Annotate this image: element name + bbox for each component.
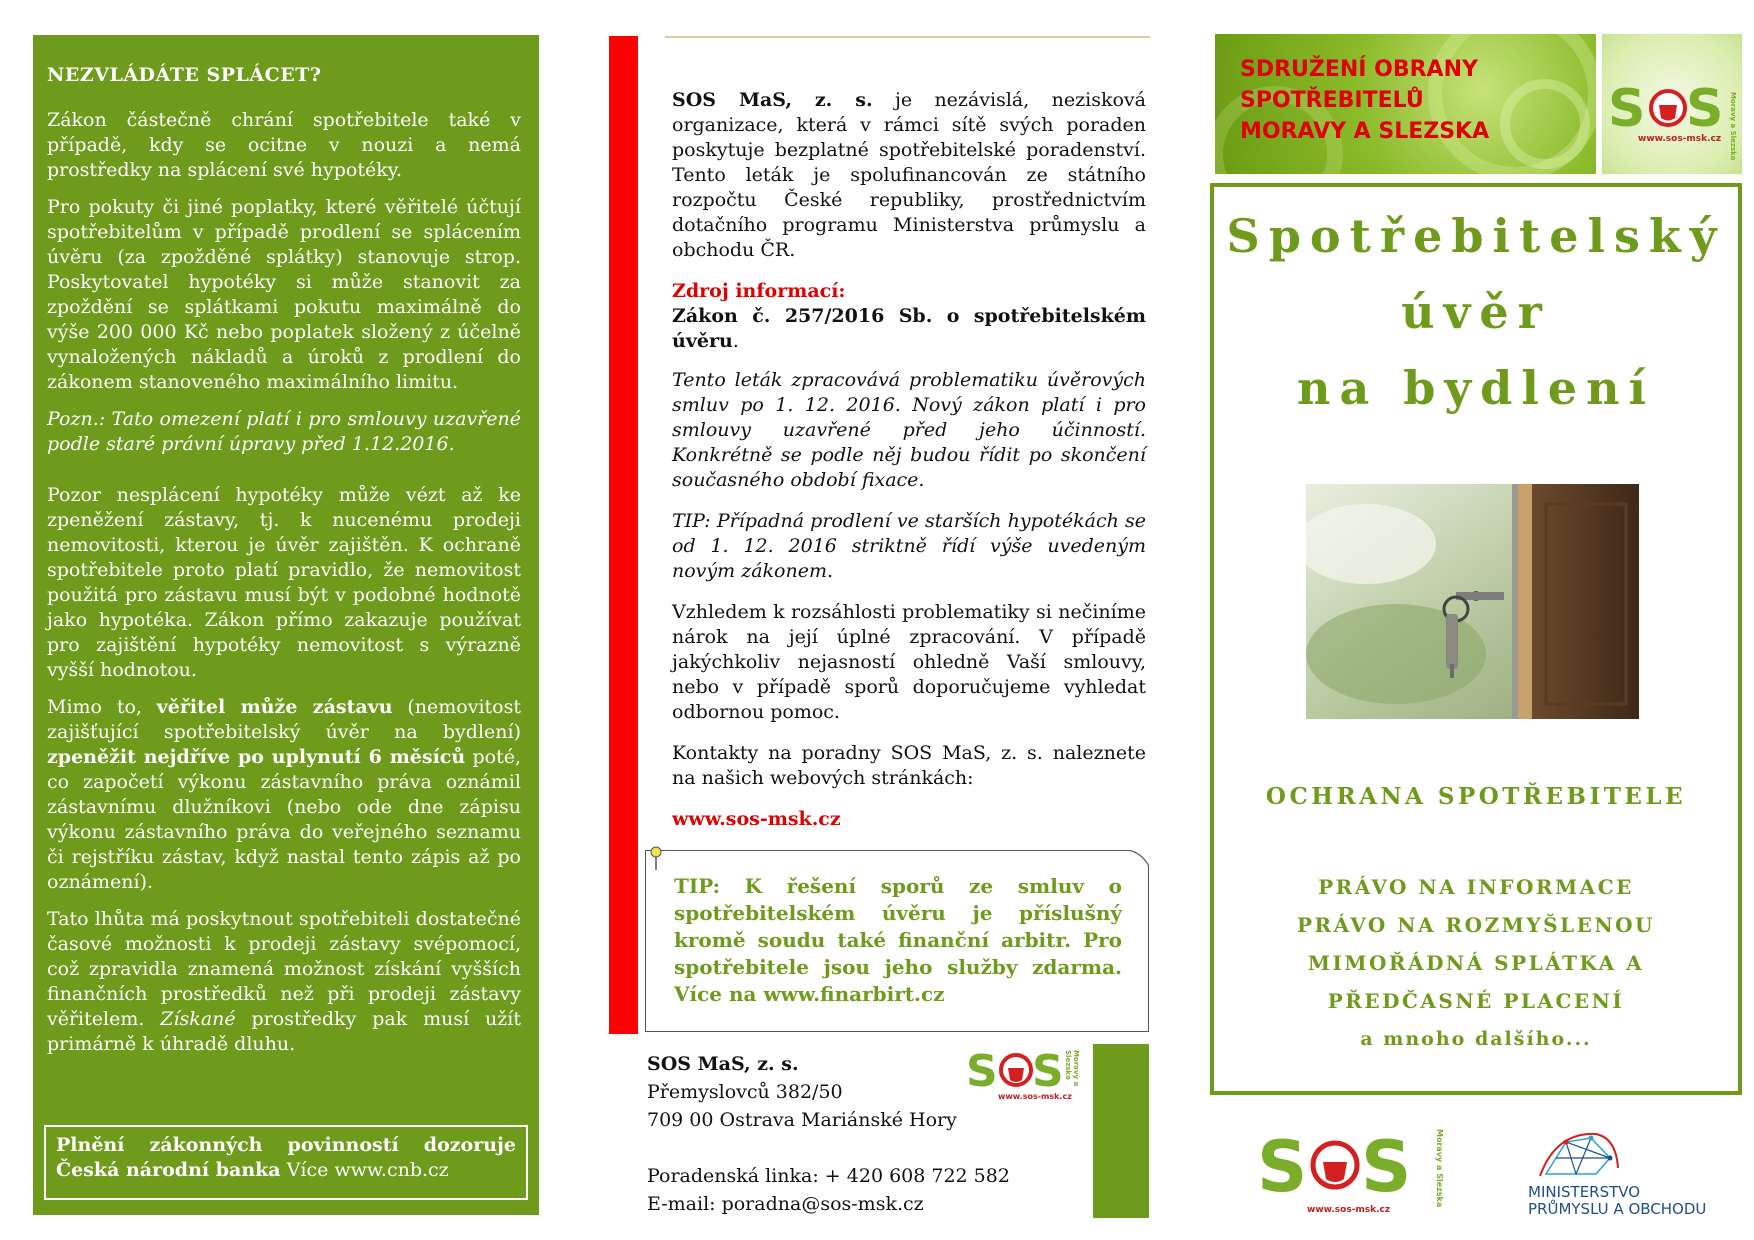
sos-logo-small — [964, 1042, 1084, 1104]
text-run: poté, co započetí výkonu zástavního práva oznámil zástavnímu dlužníkovi (nebo ode dne zápisu výkonu zástavního práva do veřejného seznamu či rejstříku zástav, když nastal tento zápis až po oznámení). — [47, 746, 521, 893]
svg-text:S: S — [966, 1046, 998, 1097]
left-paragraph-1: Zákon částečně chrání spotřebitele také v případě, kdy se ocitne v nouzi a nemá prostředky na splácení své hypotéky. — [47, 109, 521, 181]
text-run: je nezávislá, nezisková organizace, která v rámci sítě svých poraden poskytuje bezplatné spotřebitelské poradenství. Tento leták je spolufinancován ze státního rozpočtu České republiky, prostřednictvím dotačního programu Ministerstva průmyslu a obchodu ČR. — [672, 89, 1146, 261]
banner-line: MORAVY A SLEZSKA — [1240, 119, 1490, 144]
middle-column — [672, 88, 1146, 848]
banner-line: SPOTŘEBITELŮ — [1240, 88, 1424, 113]
banner-title — [1240, 54, 1489, 147]
left-heading: NEZVLÁDÁTE SPLÁCET? — [47, 64, 322, 86]
text-run: prostředky pak musí užít primárně k úhradě dluhu. — [47, 1008, 521, 1055]
left-paragraph-4: Pozor nesplácení hypotéky může vézt až ke zpeněžení zástavy, tj. k nucenému prodeji nemovitosti, kterou je úvěr zajištěn. K ochraně spotřebitele proto platí pravidlo, že nemovitost použitá pro zástavu musí být v podobné hodnotě jako hypotéka. Zákon přímo zakazuje používat pro zajištění hypotéky nemovitost s výrazně vyšší hodnotou. — [47, 484, 521, 681]
sos-logo-icon — [1602, 34, 1742, 174]
rights-list — [1210, 868, 1742, 1058]
banner-sos-logo — [1602, 34, 1742, 174]
source-law: Zákon č. 257/2016 Sb. o spotřebitelském úvěru — [672, 305, 1146, 352]
title-line: Spotřebitelský — [1226, 209, 1726, 263]
left-paragraph-6 — [47, 907, 521, 1057]
text-run: Tato lhůta má poskytnout spotřebiteli dostatečné časové možnosti k prodeji zástavy svépomocí, což zpravidla znamená možnost získání vyšších finančních prostředků než při prodeji zástavy věřitelem. — [47, 908, 521, 1030]
tip-box: TIP: K řešení sporů ze smluv o spotřebitelském úvěru je příslušný kromě soudu také finanční arbitr. Pro spotřebitele jsou jeho služby zdarma. Více na www.finarbirt.cz — [645, 850, 1149, 1032]
left-paragraph-2: Pro pokuty či jiné poplatky, které věřitelé účtují spotřebitelům v případě prodlení se splácením úvěru (za zpožděné splátky) stanovuje strop. Poskytovatel hypotéky si může stanovit za zpoždění se splátkami pokutu maximálně do výše 200 000 Kč nebo poplatek složený z účelně vynaložených nákladů a úroků z prodlení do zákonem stanoveného maximálního limitu. — [47, 196, 521, 393]
red-accent-bar — [609, 36, 638, 1034]
cnb-bold: Plnění zákonných povinností dozoruje Česká národní banka — [56, 1134, 516, 1181]
italic-run: Získané — [160, 1008, 236, 1030]
bold-run: věřitel může zástavu — [156, 696, 393, 718]
mpo-line: PRŮMYSLU A OBCHODU — [1528, 1200, 1707, 1218]
scope-italic-paragraph: Tento leták zpracovává problematiku úvěrových smluv po 1. 12. 2016. Nový zákon platí i pro smlouvy uzavřené před jeho účinností. Konkrétně se podle něj budou řídit po skončení současného období fixace. — [672, 369, 1146, 491]
rights-item: MIMOŘÁDNÁ SPLÁTKA A — [1307, 951, 1645, 975]
page-curl-icon — [1127, 850, 1149, 866]
sos-logo-footer — [1255, 1125, 1455, 1220]
door-key-image — [1306, 484, 1639, 719]
subtitle: OCHRANA SPOTŘEBITELE — [1265, 783, 1687, 810]
intro-paragraph — [672, 88, 1146, 263]
disclaimer-paragraph: Vzhledem k rozsáhlosti problematiky si nečiníme nárok na její úplné zpracování. V případě jakýchkoliv nejasností ohledně Vaší smlouvy, nebo v případě sporů doporučujeme vyhledat odbornou pomoc. — [672, 601, 1146, 723]
logo-side-text: Moravy a Slezska — [1064, 1050, 1080, 1087]
logo-web-text: www.sos-msk.cz — [998, 1092, 1072, 1101]
italic-run: TIP: Případná prodlení ve starších hypotékách se od 1. 12. 2016 striktně řídí výše uvedeným novým zákonem — [672, 510, 1146, 582]
contact-phone[interactable]: Poradenská linka: + 420 608 722 582 — [647, 1165, 1010, 1187]
sos-logo-icon — [1255, 1125, 1435, 1205]
cnb-link-text[interactable]: Více www.cnb.cz — [280, 1159, 449, 1181]
text-run: Mimo to, — [47, 696, 157, 718]
logo-side-text: Moravy a Slezska — [1435, 1129, 1444, 1208]
green-accent-strip — [1093, 1044, 1149, 1218]
contact-org-name: SOS MaS, z. s. — [647, 1053, 799, 1075]
bold-run: zpeněžit nejdříve po uplynutí 6 měsíců — [47, 746, 466, 768]
banner-line: SDRUŽENÍ OBRANY — [1240, 57, 1478, 82]
contact-street: Přemyslovců 382/50 — [647, 1081, 843, 1103]
rights-item: PŘEDČASNÉ PLACENÍ — [1327, 989, 1625, 1013]
pushpin-icon — [648, 845, 664, 871]
source-label: Zdroj informací: — [672, 280, 846, 302]
contact-email[interactable]: E-mail: poradna@sos-msk.cz — [647, 1193, 924, 1215]
text-run: (nemovitost zajišťující spotřebitelský úvěr na bydlení) — [47, 696, 521, 743]
cnb-supervision-box — [44, 1125, 528, 1200]
web-link[interactable]: www.sos-msk.cz — [672, 808, 841, 830]
globe-icon — [1536, 1128, 1620, 1178]
logo-web-text: www.sos-msk.cz — [1307, 1205, 1391, 1215]
org-name-bold: SOS MaS, z. s. — [672, 89, 873, 111]
text-run: . — [827, 560, 834, 582]
svg-text:S: S — [1257, 1126, 1308, 1205]
logo-web-text: www.sos-msk.cz — [1638, 134, 1722, 144]
svg-text:S: S — [1686, 79, 1724, 139]
main-title — [1210, 198, 1742, 426]
text-run: . — [732, 330, 739, 352]
left-paragraph-5 — [47, 695, 521, 895]
source-paragraph — [672, 279, 1146, 354]
logo-side-text: Moravy a Slezska — [1729, 92, 1737, 161]
svg-text:S: S — [1608, 79, 1646, 139]
title-line: na bydlení — [1297, 361, 1655, 415]
contact-block — [647, 1050, 1010, 1218]
mpo-logo — [1528, 1128, 1718, 1220]
title-line: úvěr — [1401, 285, 1551, 339]
left-panel — [33, 35, 539, 1215]
top-divider — [665, 36, 1150, 38]
contact-city: 709 00 Ostrava Mariánské Hory — [647, 1109, 957, 1131]
contacts-paragraph: Kontakty na poradny SOS MaS, z. s. naleznete na našich webových stránkách: — [672, 742, 1146, 789]
rights-item: PRÁVO NA INFORMACE — [1318, 875, 1634, 899]
svg-text:S: S — [1361, 1126, 1412, 1205]
svg-text:S: S — [1032, 1046, 1064, 1097]
rights-more: a mnoho dalšího... — [1360, 1028, 1592, 1050]
rights-item: PRÁVO NA ROZMYŠLENOU — [1297, 913, 1655, 937]
tip-italic-paragraph — [672, 509, 1146, 584]
door-key-photo — [1306, 484, 1639, 719]
mpo-line: MINISTERSTVO — [1528, 1183, 1641, 1201]
left-note: Pozn.: Tato omezení platí i pro smlouvy uzavřené podle staré právní úpravy před 1.12.2016. — [47, 408, 521, 455]
